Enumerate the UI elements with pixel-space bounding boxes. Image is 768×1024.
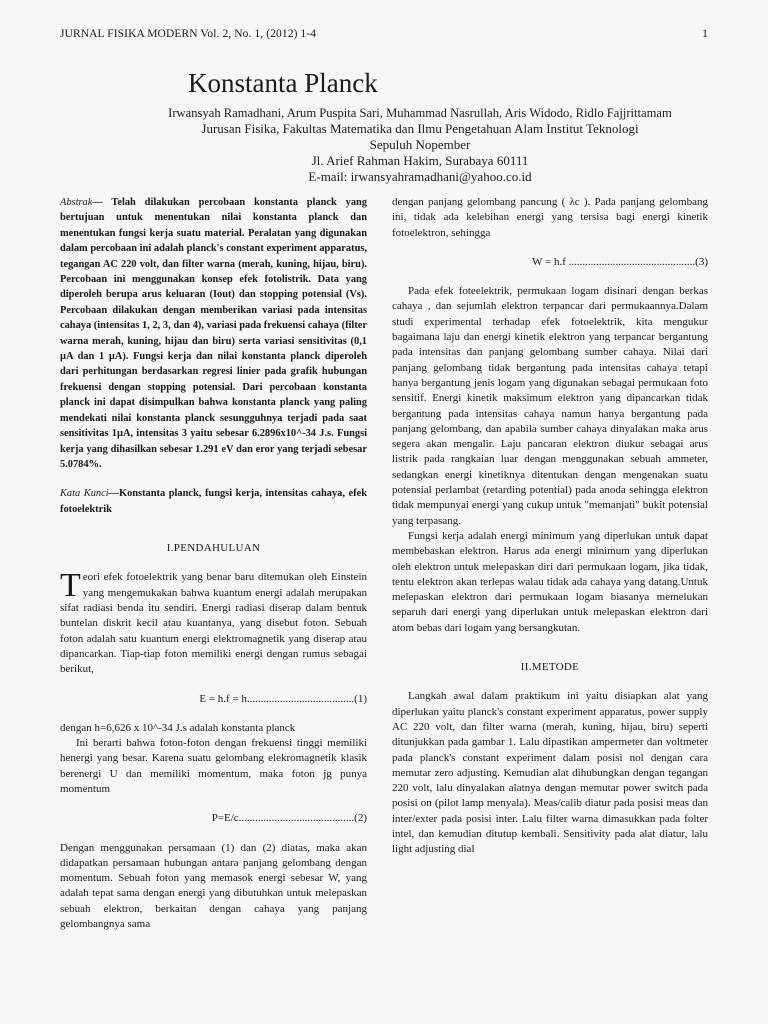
keywords (60, 486, 367, 517)
equation-1: E = h.f = h.......................................(1) (199, 692, 367, 705)
author-list: Irwansyah Ramadhani, Arum Puspita Sari, Muhammad Nasrullah, Aris Widodo, Ridlo Fajjrittamam (168, 106, 672, 120)
intro-paragraph-1-text: eori efek fotoelektrik yang benar baru ditemukan oleh Einstein yang mengemukakan bahwa kuantum energi adalah merupakan sifat radiasi benda itu sendiri. Energi radiasi diserap dalam bentuk buntelan diskrit kecil atau kuantanya, yang disebut foton. Sebuah foton adalah satu kuantum energi elektromagnetik yang diserap atau dipancarkan. Tiap-tiap foton memiliki energi dengan rumus sebagai berikut, (60, 571, 367, 676)
author-block (140, 105, 700, 185)
abstract-lead: Abstrak (60, 197, 93, 208)
journal-citation: JURNAL FISIKA MODERN Vol. 2, No. 1, (2012) 1-4 (60, 28, 317, 40)
abstract-text: — Telah dilakukan percobaan konstanta planck yang bertujuan untuk menentukan nilai konstanta planck dan menentukan fungsi kerja suatu material. Peralatan yang digunakan dalam percobaan ini adalah planck's constant experiment apparatus, tegangan AC 220 volt, dan filter warna (merah, kuning, hijau, biru). Percobaan ini menggunakan konsep efek fotolistrik. Data yang diperoleh berupa arus keluaran (Iout) dan stopping potensial (Vs). Percobaan dilakukan dengan memberikan variasi pada intensitas cahaya (intensitas 1, 2, 3, dan 4), variasi pada frekuensi cahaya (filter warna merah, kuning, hijau dan biru) serta variasi sensitivitas (0,1 µA dan 1 µA). Fungsi kerja dan nilai konstanta planck diperoleh dari perhitungan berdasarkan regresi linier pada grafik hubungan frekuensi dengan stopping potensial. Dari percobaan konstanta planck ini dapat disimpulkan bahwa konstanta planck yang paling mendekati nilai konstanta planck sesungguhnya terjadi pada saat sensitivitas 1µA, intensitas 3 yaitu sebesar 6.2896x10^-34 J.s. Fungsi kerja yang dihasilkan sebesar 1.291 eV dan eror yang terjadi sebesar 5.0784%. (60, 197, 367, 470)
left-column (60, 195, 367, 932)
address: Jl. Arief Rahman Hakim, Surabaya 60111 (311, 153, 529, 168)
intro-paragraph-1 (60, 567, 367, 677)
keywords-text: —Konstanta planck, fungsi kerja, intensitas cahaya, efek fotoelektrik (60, 488, 367, 515)
section-heading-pendahuluan: I.PENDAHULUAN (166, 542, 261, 555)
intro-paragraph-2: Ini berarti bahwa foton-foton dengan frekuensi tinggi memiliki henergi yang besar. Karena suatu gelombang elekromagnetik klasik berenergi U dan memiliki momentum, maka foton jg punya momentum (60, 737, 367, 795)
email: E-mail: irwansyahramadhani@yahoo.co.id (308, 169, 532, 184)
section-heading-metode: II.METODE (520, 661, 580, 674)
method-paragraph-1: Langkah awal dalam praktikum ini yaitu disiapkan alat yang diperlukan yaitu planck's constant experiment apparatus, power supply AC 220 volt, dan filter warna (merah, kuning, hijau, biru) seperti ditunjukkan pada gambar 1. Lalu dipastikan ampermeter dan voltmeter pada planck's constant experiment dalam posisi nol dengan cara memutar zero adjusting. Kemudian alat dihubungkan dengan tegangan 220 volt, lalu dinyalakan alatnya dengan memutar power switch pada posisi on (pilot lamp menyala). Meas/calib diatur pada posisi meas dan inter/exter pada posisi inter. Lalu filter warna dimasukkan pada folter intel, dan kemudian ditutup kembali. Sensitivity pada alat diatur, lalu light adjusting dial (392, 690, 708, 856)
right-paragraph-2: Pada efek foteelektrik, permukaan logam disinari dengan berkas cahaya , dan sejumlah elektron terpancar dari permukaannya.Dalam studi experimental terhadap efek fotoelektrik, kita mengukur bagaimana laju dan energi kinetik elektron yang terpancar bergantung pada intensitas dan panjang gelombang sumber cahaya. Nilai dari panjang gelombang tidak bergantung pada intensitas cahaya tetapi hanya bergantung jenis logam yang digunakan sebagai permukaan foto sensitif. Energi kinetik maksimum elektron yang dipancarkan tidak bergantung pada intensitas cahaya namun hanya bergantung pada panjang gelombang, dan apabila sumber cahaya dinyalakan maka arus segera akan mengalir. Laju pancaran elektron diukur sebagai arus listrik pada rangkaian luar dengan menggunakan sebuah ammeter, sedangkan energi kinetiknya ditentukan dengan mengenakan suatu potensial perlambat (retarding potential) pada anoda sehingga elektron tidak mempunyai energi yang cukup untuk "memanjati" bukit potensial yang terpasang. (392, 285, 708, 527)
abstract (60, 195, 367, 472)
paper-title: Konstanta Planck (188, 68, 378, 98)
drop-cap: T (60, 567, 81, 605)
equation-2: P=E/c..........................................(2) (211, 812, 367, 825)
right-paragraph-3: Fungsi kerja adalah energi minimum yang diperlukan untuk dapat membebaskan elektron. Harus ada energi minimum yang diperlukan oleh elektron untuk melepaskan diri dari permukaan logam, jika tidak, tentu elektron akan terlepas walau tidak ada cahaya yang datang.Untuk melepaskan elektron dari permukaan logam biasanya memelukan separuh dari energi yang diperlukan untuk melepaskan elektron dari atom bebas dari logam yang bersangkutan. (392, 529, 708, 634)
right-column (392, 195, 708, 858)
right-paragraph-1: dengan panjang gelombang pancung ( λc ). Pada panjang gelombang ini, tidak ada kelebihan energi yang tersisa bagi energi kinetik fotoelektron, sehingga (392, 196, 708, 239)
keywords-lead: Kata Kunci (60, 488, 109, 500)
page-number: 1 (702, 28, 708, 40)
equation-3: W = h.f ..............................................(3) (532, 255, 708, 268)
intro-paragraph-3: Dengan menggunakan persamaan (1) dan (2) diatas, maka akan didapatkan persamaan hubungan antara panjang gelombang dengan momentum. Sebuah foton yang memasok energi sebesar W, yang adalah tepat sama dengan energi yang dibutuhkan untuk melepaskan sebuah elektron, berkaitan dengan cahaya yang panjang gelombangnya sama (60, 841, 367, 931)
affiliation-line-2: Sepuluh Nopember (369, 137, 471, 152)
affiliation-line-1: Jurusan Fisika, Fakultas Matematika dan Ilmu Pengetahuan Alam Institut Teknologi (201, 121, 639, 136)
planck-constant-note: dengan h=6,626 x 10^-34 J.s adalah konstanta planck (60, 721, 296, 734)
